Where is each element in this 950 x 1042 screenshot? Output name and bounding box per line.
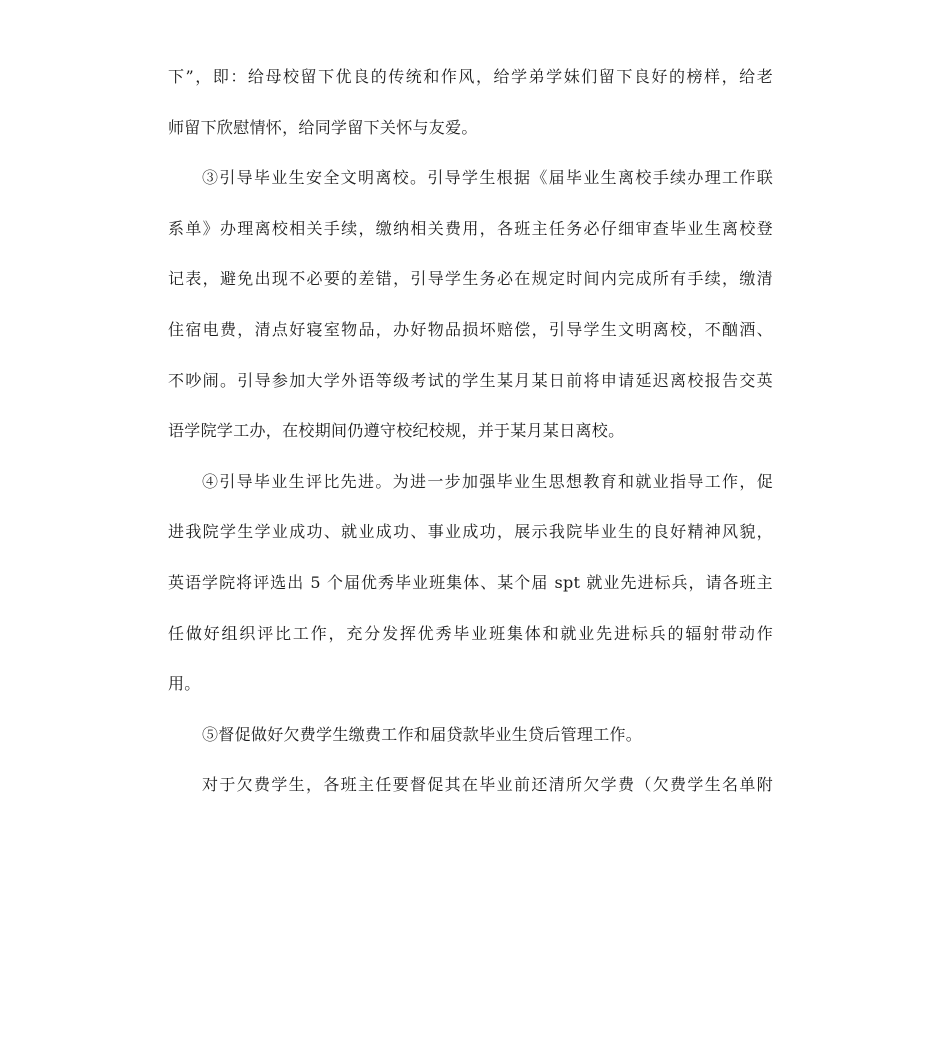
text-line: 住宿电费，清点好寝室物品，办好物品损坏赔偿，引导学生文明离校，不酗酒、 xyxy=(168,319,773,339)
text-line: ③引导毕业生安全文明离校。引导学生根据《届毕业生离校手续办理工作联 xyxy=(202,168,773,188)
text-line: 不吵闹。引导参加大学外语等级考试的学生某月某日前将申请延迟离校报告交英 xyxy=(168,370,773,390)
text-line: 系单》办理离校相关手续，缴纳相关费用，各班主任务必仔细审查毕业生离校登 xyxy=(168,218,773,238)
text-line: 用。 xyxy=(168,674,201,694)
text-line: ④引导毕业生评比先进。为进一步加强毕业生思想教育和就业指导工作，促 xyxy=(202,471,773,491)
text-line: 记表，避免出现不必要的差错，引导学生务必在规定时间内完成所有手续，缴清 xyxy=(168,269,773,289)
text-line: 下”，即：给母校留下优良的传统和作风，给学弟学妹们留下良好的榜样，给老 xyxy=(168,67,773,86)
text-line: 英语学院将评选出 5 个届优秀毕业班集体、某个届 spt 就业先进标兵，请各班主 xyxy=(168,572,773,592)
text-line: ⑤督促做好欠费学生缴费工作和届贷款毕业生贷后管理工作。 xyxy=(202,724,643,744)
text-line: 语学院学工办，在校期间仍遵守校纪校规，并于某月某日离校。 xyxy=(168,421,625,441)
body-text xyxy=(168,52,773,811)
text-line: 师留下欣慰情怀，给同学留下关怀与友爱。 xyxy=(168,117,478,137)
text-line: 任做好组织评比工作，充分发挥优秀毕业班集体和就业先进标兵的辐射带动作 xyxy=(168,623,773,643)
text-line: 进我院学生学业成功、就业成功、事业成功，展示我院毕业生的良好精神风貌， xyxy=(168,522,773,542)
text-line: 对于欠费学生，各班主任要督促其在毕业前还清所欠学费（欠费学生名单附 xyxy=(202,775,773,795)
